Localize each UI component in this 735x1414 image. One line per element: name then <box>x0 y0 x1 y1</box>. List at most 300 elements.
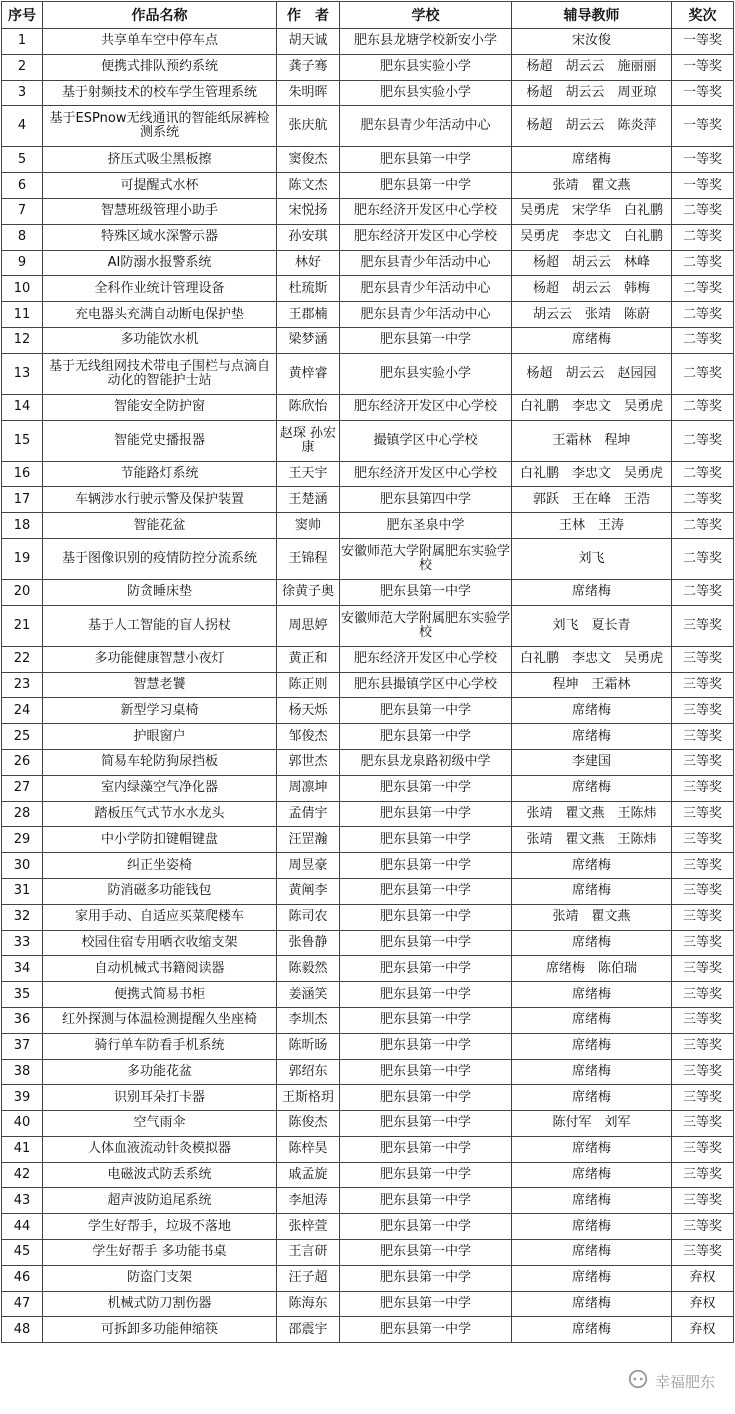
cell-award: 三等奖 <box>672 930 734 956</box>
cell-author: 李旭涛 <box>277 1188 340 1214</box>
cell-author: 张鲁静 <box>277 930 340 956</box>
cell-teacher: 席绪梅 <box>512 327 672 353</box>
cell-award: 三等奖 <box>672 853 734 879</box>
cell-name: 基于无线组网技术带电子围栏与点滴自动化的智能护士站 <box>43 353 277 394</box>
cell-name: AI防溺水报警系统 <box>43 250 277 276</box>
cell-teacher: 席绪梅 <box>512 1317 672 1343</box>
cell-author: 周思婷 <box>277 605 340 646</box>
cell-author: 汪罡瀚 <box>277 827 340 853</box>
cell-no: 7 <box>2 198 43 224</box>
cell-award: 三等奖 <box>672 1162 734 1188</box>
cell-author: 龚子骞 <box>277 54 340 80</box>
awards-table <box>1 1 734 1343</box>
cell-author: 姜涵笑 <box>277 982 340 1008</box>
cell-no: 12 <box>2 327 43 353</box>
cell-award: 二等奖 <box>672 276 734 302</box>
header-school: 学校 <box>340 2 512 29</box>
cell-award: 二等奖 <box>672 487 734 513</box>
cell-award: 一等奖 <box>672 80 734 106</box>
cell-teacher: 席绪梅 <box>512 1059 672 1085</box>
cell-name: 防消磁多功能钱包 <box>43 878 277 904</box>
table-row <box>2 749 734 775</box>
cell-school: 肥东县第一中学 <box>340 724 512 750</box>
cell-name: 基于ESPnow无线通讯的智能纸尿裤检测系统 <box>43 106 277 147</box>
cell-teacher: 杨超 胡云云 林峰 <box>512 250 672 276</box>
cell-author: 陈正则 <box>277 672 340 698</box>
cell-no: 25 <box>2 724 43 750</box>
cell-no: 6 <box>2 173 43 199</box>
cell-award: 三等奖 <box>672 982 734 1008</box>
cell-name: 纠正坐姿椅 <box>43 853 277 879</box>
cell-author: 周昱豪 <box>277 853 340 879</box>
table-row <box>2 276 734 302</box>
cell-name: 红外探测与体温检测提醒久坐座椅 <box>43 1007 277 1033</box>
cell-award: 三等奖 <box>672 878 734 904</box>
cell-teacher: 席绪梅 陈伯瑞 <box>512 956 672 982</box>
cell-author: 郭世杰 <box>277 749 340 775</box>
cell-name: 防贪睡床垫 <box>43 579 277 605</box>
cell-name: 新型学习桌椅 <box>43 698 277 724</box>
cell-name: 校园住宿专用晒衣收缩支架 <box>43 930 277 956</box>
cell-school: 肥东县实验小学 <box>340 54 512 80</box>
cell-school: 肥东圣泉中学 <box>340 513 512 539</box>
cell-name: 节能路灯系统 <box>43 461 277 487</box>
table-row <box>2 904 734 930</box>
cell-school: 肥东县第一中学 <box>340 982 512 1008</box>
cell-award: 二等奖 <box>672 513 734 539</box>
cell-award: 三等奖 <box>672 646 734 672</box>
table-row <box>2 1188 734 1214</box>
cell-award: 三等奖 <box>672 698 734 724</box>
wechat-channel-icon <box>627 1368 649 1394</box>
table-row <box>2 461 734 487</box>
cell-school: 肥东县青少年活动中心 <box>340 276 512 302</box>
cell-school: 安徽师范大学附属肥东实验学校 <box>340 605 512 646</box>
cell-teacher: 杨超 胡云云 陈炎萍 <box>512 106 672 147</box>
cell-school: 肥东县第一中学 <box>340 853 512 879</box>
cell-school: 肥东县青少年活动中心 <box>340 250 512 276</box>
cell-school: 肥东经济开发区中心学校 <box>340 646 512 672</box>
cell-teacher: 席绪梅 <box>512 982 672 1008</box>
cell-author: 陈文杰 <box>277 173 340 199</box>
cell-no: 34 <box>2 956 43 982</box>
cell-no: 42 <box>2 1162 43 1188</box>
header-no: 序号 <box>2 2 43 29</box>
cell-school: 肥东县第一中学 <box>340 327 512 353</box>
cell-teacher: 程坤 王霜林 <box>512 672 672 698</box>
cell-name: 共享单车空中停车点 <box>43 29 277 55</box>
cell-no: 44 <box>2 1214 43 1240</box>
cell-name: 便携式简易书柜 <box>43 982 277 1008</box>
cell-teacher: 席绪梅 <box>512 1136 672 1162</box>
cell-school: 肥东县第一中学 <box>340 930 512 956</box>
cell-author: 胡天诚 <box>277 29 340 55</box>
cell-award: 三等奖 <box>672 775 734 801</box>
cell-author: 宋悦扬 <box>277 198 340 224</box>
cell-author: 王斯格玥 <box>277 1085 340 1111</box>
table-row <box>2 1317 734 1343</box>
cell-award: 三等奖 <box>672 1033 734 1059</box>
cell-school: 肥东县第一中学 <box>340 1085 512 1111</box>
cell-teacher: 席绪梅 <box>512 1007 672 1033</box>
cell-no: 3 <box>2 80 43 106</box>
cell-author: 王天宇 <box>277 461 340 487</box>
cell-author: 陈毅然 <box>277 956 340 982</box>
cell-name: 人体血液流动针灸模拟器 <box>43 1136 277 1162</box>
cell-name: 便携式排队预约系统 <box>43 54 277 80</box>
cell-author: 陈昕旸 <box>277 1033 340 1059</box>
cell-award: 一等奖 <box>672 173 734 199</box>
cell-no: 8 <box>2 224 43 250</box>
cell-author: 戚孟旋 <box>277 1162 340 1188</box>
cell-no: 38 <box>2 1059 43 1085</box>
cell-school: 肥东县第一中学 <box>340 1291 512 1317</box>
cell-teacher: 胡云云 张靖 陈蔚 <box>512 302 672 328</box>
cell-name: 智慧老饕 <box>43 672 277 698</box>
cell-school: 肥东县实验小学 <box>340 80 512 106</box>
cell-school: 肥东县第一中学 <box>340 1136 512 1162</box>
table-row <box>2 1033 734 1059</box>
cell-school: 安徽师范大学附属肥东实验学校 <box>340 538 512 579</box>
table-row <box>2 724 734 750</box>
cell-no: 18 <box>2 513 43 539</box>
cell-no: 46 <box>2 1265 43 1291</box>
cell-name: 识别耳朵打卡器 <box>43 1085 277 1111</box>
cell-teacher: 杨超 胡云云 施丽丽 <box>512 54 672 80</box>
cell-no: 39 <box>2 1085 43 1111</box>
cell-school: 肥东县第一中学 <box>340 1240 512 1266</box>
cell-school: 肥东县第一中学 <box>340 904 512 930</box>
table-row <box>2 224 734 250</box>
cell-no: 36 <box>2 1007 43 1033</box>
table-row <box>2 250 734 276</box>
cell-school: 肥东县第一中学 <box>340 1162 512 1188</box>
cell-teacher: 席绪梅 <box>512 853 672 879</box>
cell-award: 二等奖 <box>672 394 734 420</box>
cell-teacher: 张靖 瞿文燕 <box>512 173 672 199</box>
cell-no: 5 <box>2 147 43 173</box>
table-row <box>2 853 734 879</box>
cell-name: 基于图像识别的疫情防控分流系统 <box>43 538 277 579</box>
cell-teacher: 杨超 胡云云 周亚琼 <box>512 80 672 106</box>
cell-award: 二等奖 <box>672 302 734 328</box>
cell-author: 窦俊杰 <box>277 147 340 173</box>
cell-no: 14 <box>2 394 43 420</box>
table-row <box>2 420 734 461</box>
cell-no: 28 <box>2 801 43 827</box>
cell-teacher: 席绪梅 <box>512 147 672 173</box>
cell-award: 三等奖 <box>672 1085 734 1111</box>
table-row <box>2 878 734 904</box>
table-row <box>2 54 734 80</box>
table-row <box>2 198 734 224</box>
cell-author: 王言研 <box>277 1240 340 1266</box>
table-row <box>2 327 734 353</box>
cell-teacher: 吴勇虎 李忠文 白礼鹏 <box>512 224 672 250</box>
table-row <box>2 579 734 605</box>
cell-teacher: 陈付军 刘军 <box>512 1111 672 1137</box>
cell-no: 47 <box>2 1291 43 1317</box>
table-row <box>2 1265 734 1291</box>
cell-award: 二等奖 <box>672 250 734 276</box>
cell-teacher: 白礼鹏 李忠文 吴勇虎 <box>512 461 672 487</box>
cell-no: 17 <box>2 487 43 513</box>
cell-name: 自动机械式书籍阅读器 <box>43 956 277 982</box>
cell-school: 肥东县第一中学 <box>340 1265 512 1291</box>
table-row <box>2 801 734 827</box>
cell-award: 三等奖 <box>672 1007 734 1033</box>
cell-school: 肥东县实验小学 <box>340 353 512 394</box>
table-row <box>2 982 734 1008</box>
table-row <box>2 513 734 539</box>
cell-author: 徐黄子奥 <box>277 579 340 605</box>
cell-award: 二等奖 <box>672 327 734 353</box>
cell-name: 超声波防追尾系统 <box>43 1188 277 1214</box>
cell-no: 48 <box>2 1317 43 1343</box>
cell-school: 肥东县第一中学 <box>340 1007 512 1033</box>
cell-author: 杨天烁 <box>277 698 340 724</box>
cell-school: 肥东经济开发区中心学校 <box>340 394 512 420</box>
cell-author: 林好 <box>277 250 340 276</box>
cell-award: 二等奖 <box>672 461 734 487</box>
watermark-text: 幸福肥东 <box>654 1372 715 1391</box>
cell-author: 陈梓昊 <box>277 1136 340 1162</box>
cell-name: 多功能健康智慧小夜灯 <box>43 646 277 672</box>
cell-no: 29 <box>2 827 43 853</box>
table-row <box>2 29 734 55</box>
cell-school: 肥东县第一中学 <box>340 1059 512 1085</box>
cell-no: 37 <box>2 1033 43 1059</box>
cell-name: 护眼窗户 <box>43 724 277 750</box>
cell-teacher: 席绪梅 <box>512 1033 672 1059</box>
cell-no: 30 <box>2 853 43 879</box>
cell-award: 三等奖 <box>672 672 734 698</box>
cell-award: 一等奖 <box>672 29 734 55</box>
cell-school: 肥东县青少年活动中心 <box>340 302 512 328</box>
cell-no: 13 <box>2 353 43 394</box>
cell-no: 35 <box>2 982 43 1008</box>
cell-name: 机械式防刀割伤器 <box>43 1291 277 1317</box>
cell-no: 11 <box>2 302 43 328</box>
cell-no: 16 <box>2 461 43 487</box>
cell-school: 肥东经济开发区中心学校 <box>340 461 512 487</box>
cell-no: 40 <box>2 1111 43 1137</box>
header-teacher: 辅导教师 <box>512 2 672 29</box>
cell-school: 肥东县第四中学 <box>340 487 512 513</box>
table-row <box>2 1162 734 1188</box>
cell-award: 三等奖 <box>672 1111 734 1137</box>
cell-name: 防盗门支架 <box>43 1265 277 1291</box>
cell-teacher: 席绪梅 <box>512 1085 672 1111</box>
header-award: 奖次 <box>672 2 734 29</box>
cell-teacher: 张靖 瞿文燕 王陈炜 <box>512 801 672 827</box>
cell-award: 二等奖 <box>672 420 734 461</box>
cell-award: 三等奖 <box>672 1136 734 1162</box>
cell-name: 学生好帮手 多功能书桌 <box>43 1240 277 1266</box>
cell-author: 张梓萱 <box>277 1214 340 1240</box>
cell-school: 肥东县龙塘学校新安小学 <box>340 29 512 55</box>
cell-author: 邹俊杰 <box>277 724 340 750</box>
cell-name: 全科作业统计管理设备 <box>43 276 277 302</box>
cell-author: 黄阐李 <box>277 878 340 904</box>
header-name: 作品名称 <box>43 2 277 29</box>
cell-school: 肥东县第一中学 <box>340 956 512 982</box>
cell-name: 室内绿藻空气净化器 <box>43 775 277 801</box>
table-row <box>2 775 734 801</box>
table-row <box>2 827 734 853</box>
table-row <box>2 1085 734 1111</box>
cell-teacher: 席绪梅 <box>512 930 672 956</box>
cell-author: 李圳杰 <box>277 1007 340 1033</box>
cell-award: 三等奖 <box>672 827 734 853</box>
cell-teacher: 宋汝俊 <box>512 29 672 55</box>
cell-school: 肥东县第一中学 <box>340 827 512 853</box>
cell-name: 可拆卸多功能伸缩筷 <box>43 1317 277 1343</box>
cell-school: 撮镇学区中心学校 <box>340 420 512 461</box>
cell-name: 智能花盆 <box>43 513 277 539</box>
cell-award: 弃权 <box>672 1317 734 1343</box>
table-row <box>2 1136 734 1162</box>
table-row <box>2 698 734 724</box>
cell-author: 孙安琪 <box>277 224 340 250</box>
cell-award: 三等奖 <box>672 605 734 646</box>
cell-author: 陈俊杰 <box>277 1111 340 1137</box>
cell-author: 赵琛 孙宏康 <box>277 420 340 461</box>
cell-school: 肥东县第一中学 <box>340 1033 512 1059</box>
cell-teacher: 白礼鹏 李忠文 吴勇虎 <box>512 394 672 420</box>
cell-name: 多功能饮水机 <box>43 327 277 353</box>
cell-author: 王郡楠 <box>277 302 340 328</box>
cell-author: 陈欣怡 <box>277 394 340 420</box>
cell-no: 21 <box>2 605 43 646</box>
cell-author: 汪子超 <box>277 1265 340 1291</box>
cell-name: 踏板压气式节水水龙头 <box>43 801 277 827</box>
cell-name: 智能党史播报器 <box>43 420 277 461</box>
cell-name: 骑行单车防看手机系统 <box>43 1033 277 1059</box>
cell-author: 王锦程 <box>277 538 340 579</box>
cell-school: 肥东县第一中学 <box>340 801 512 827</box>
table-row <box>2 80 734 106</box>
cell-no: 24 <box>2 698 43 724</box>
cell-no: 32 <box>2 904 43 930</box>
cell-school: 肥东县第一中学 <box>340 698 512 724</box>
cell-teacher: 席绪梅 <box>512 579 672 605</box>
cell-name: 基于射频技术的校车学生管理系统 <box>43 80 277 106</box>
table-row <box>2 1059 734 1085</box>
cell-school: 肥东县撮镇学区中心学校 <box>340 672 512 698</box>
cell-no: 33 <box>2 930 43 956</box>
cell-teacher: 席绪梅 <box>512 1162 672 1188</box>
cell-name: 智慧班级管理小助手 <box>43 198 277 224</box>
table-row <box>2 173 734 199</box>
cell-name: 简易车轮防狗尿挡板 <box>43 749 277 775</box>
cell-teacher: 王林 王涛 <box>512 513 672 539</box>
cell-no: 20 <box>2 579 43 605</box>
table-row <box>2 956 734 982</box>
table-row <box>2 1007 734 1033</box>
cell-no: 41 <box>2 1136 43 1162</box>
cell-no: 27 <box>2 775 43 801</box>
cell-no: 15 <box>2 420 43 461</box>
cell-no: 22 <box>2 646 43 672</box>
watermark <box>627 1368 715 1394</box>
cell-teacher: 白礼鹏 李忠文 吴勇虎 <box>512 646 672 672</box>
cell-author: 朱明晖 <box>277 80 340 106</box>
cell-teacher: 席绪梅 <box>512 1188 672 1214</box>
cell-author: 王楚涵 <box>277 487 340 513</box>
cell-school: 肥东经济开发区中心学校 <box>340 198 512 224</box>
cell-no: 2 <box>2 54 43 80</box>
cell-author: 孟倩宇 <box>277 801 340 827</box>
table-row <box>2 1214 734 1240</box>
table-row <box>2 1111 734 1137</box>
cell-teacher: 张靖 瞿文燕 <box>512 904 672 930</box>
cell-name: 多功能花盆 <box>43 1059 277 1085</box>
table-row <box>2 538 734 579</box>
cell-award: 三等奖 <box>672 1240 734 1266</box>
cell-name: 智能安全防护窗 <box>43 394 277 420</box>
cell-teacher: 席绪梅 <box>512 698 672 724</box>
cell-name: 特殊区域水深警示器 <box>43 224 277 250</box>
cell-school: 肥东县第一中学 <box>340 173 512 199</box>
cell-no: 31 <box>2 878 43 904</box>
cell-award: 二等奖 <box>672 538 734 579</box>
cell-award: 一等奖 <box>672 54 734 80</box>
cell-no: 9 <box>2 250 43 276</box>
cell-award: 一等奖 <box>672 147 734 173</box>
cell-teacher: 郭跃 王在峰 王浩 <box>512 487 672 513</box>
cell-author: 郭绍东 <box>277 1059 340 1085</box>
cell-no: 19 <box>2 538 43 579</box>
cell-author: 杜琉斯 <box>277 276 340 302</box>
cell-school: 肥东县第一中学 <box>340 775 512 801</box>
table-row <box>2 672 734 698</box>
cell-name: 可提醒式水杯 <box>43 173 277 199</box>
table-row <box>2 394 734 420</box>
table-row <box>2 487 734 513</box>
cell-teacher: 王霜林 程坤 <box>512 420 672 461</box>
cell-teacher: 席绪梅 <box>512 1291 672 1317</box>
cell-school: 肥东县第一中学 <box>340 1214 512 1240</box>
cell-teacher: 杨超 胡云云 韩梅 <box>512 276 672 302</box>
table-header-row <box>2 2 734 29</box>
cell-school: 肥东县龙泉路初级中学 <box>340 749 512 775</box>
cell-teacher: 席绪梅 <box>512 1265 672 1291</box>
cell-award: 三等奖 <box>672 1059 734 1085</box>
cell-award: 三等奖 <box>672 749 734 775</box>
cell-school: 肥东县青少年活动中心 <box>340 106 512 147</box>
cell-name: 空气雨伞 <box>43 1111 277 1137</box>
cell-author: 黄正和 <box>277 646 340 672</box>
cell-name: 基于人工智能的盲人拐杖 <box>43 605 277 646</box>
cell-teacher: 席绪梅 <box>512 878 672 904</box>
cell-no: 23 <box>2 672 43 698</box>
cell-name: 车辆涉水行驶示警及保护装置 <box>43 487 277 513</box>
table-row <box>2 302 734 328</box>
cell-name: 中小学防扣键帽键盘 <box>43 827 277 853</box>
cell-author: 张庆航 <box>277 106 340 147</box>
table-row <box>2 930 734 956</box>
cell-teacher: 吴勇虎 宋学华 白礼鹏 <box>512 198 672 224</box>
cell-teacher: 张靖 瞿文燕 王陈炜 <box>512 827 672 853</box>
cell-no: 1 <box>2 29 43 55</box>
cell-award: 三等奖 <box>672 801 734 827</box>
cell-award: 三等奖 <box>672 1214 734 1240</box>
cell-teacher: 席绪梅 <box>512 1214 672 1240</box>
cell-school: 肥东县第一中学 <box>340 1111 512 1137</box>
cell-school: 肥东经济开发区中心学校 <box>340 224 512 250</box>
cell-name: 挤压式吸尘黑板擦 <box>43 147 277 173</box>
